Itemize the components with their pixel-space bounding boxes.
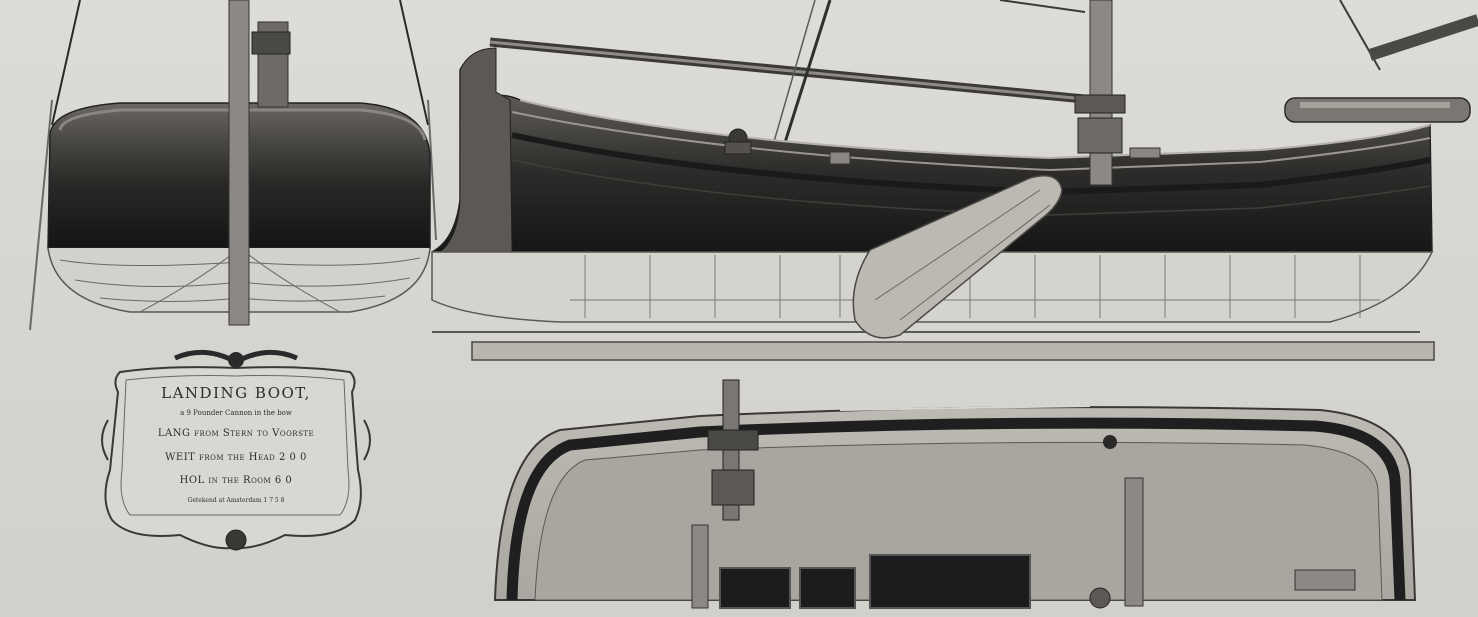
bow-cannon [1285,98,1470,122]
mast-partner [1075,95,1125,113]
capstan-bar [708,430,758,450]
scroll-ornament-icon [102,420,108,460]
deck-post [1125,478,1143,606]
cartouche-row-length: LANG from Stern to Voorste [157,428,315,439]
capstan-base [712,470,754,505]
deck-post [692,525,708,608]
shroud-line [400,0,428,125]
mast-cap [252,32,290,54]
sheer-plan-view [432,0,1478,360]
hatch [870,555,1030,608]
main-mast [1090,0,1112,185]
crest-orb-icon [228,352,244,368]
deck-bolt [1103,435,1117,449]
deck-fitting [1130,148,1160,158]
bowsprit-spar [1370,20,1478,55]
cartouche-subtitle: a 9 Pounder Cannon in the bow [180,409,292,417]
deck-bolt [1090,588,1110,608]
deck-fitting [830,152,850,164]
mast [229,0,249,325]
gun-carriage [725,142,751,154]
cartouche-frame [102,352,370,550]
boom-spar-highlight [490,42,1095,100]
stern-post [440,48,512,252]
cartouche-row-depth: HOL in the Room 6 0 [179,475,293,486]
mast-bitts [1078,118,1122,153]
deck-plan-view [495,380,1415,608]
hatch [720,568,790,608]
stay-line [1000,0,1085,12]
hatch [800,568,855,608]
base-plank [472,342,1434,360]
body-plan-view [30,0,436,330]
cannon-highlight [1300,102,1450,108]
cartouche-title: LANDING BOOT, [161,384,311,402]
cartouche-footer: Getekend at Amsterdam 1 7 5 8 [187,497,285,504]
scroll-ornament-icon [364,420,370,460]
cartouche-row-width: WEIT from the Head 2 0 0 [165,452,307,463]
deck-fitting [1295,570,1355,590]
shroud-line [52,0,80,125]
mask-ornament-icon [226,530,246,550]
